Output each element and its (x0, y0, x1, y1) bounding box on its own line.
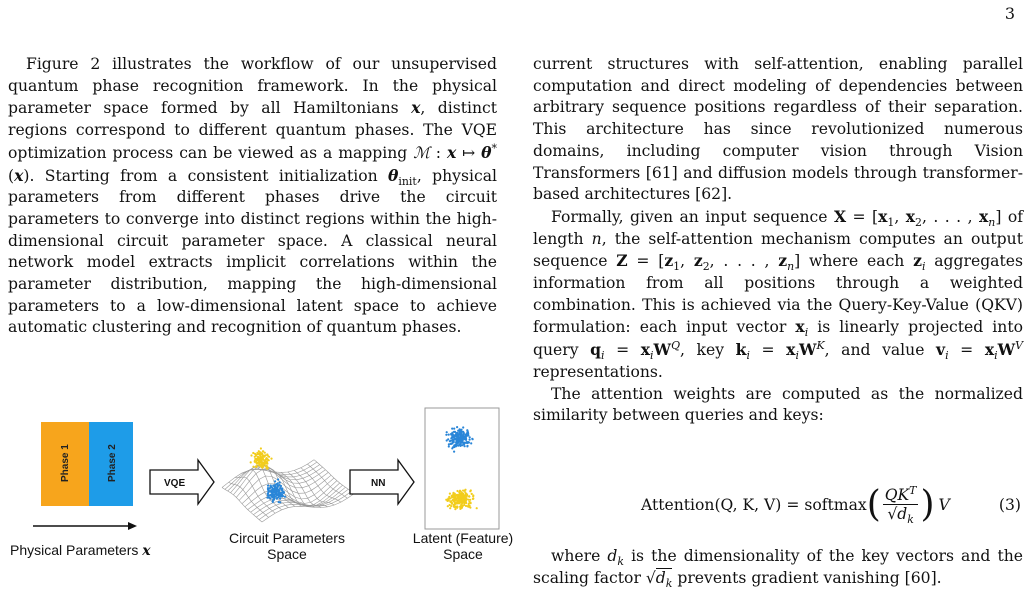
surface-yellow-point (250, 454, 252, 456)
latent-blue-point (446, 439, 448, 441)
right-paragraph-2: Formally, given an input sequence $X = [x_1$, $x_2$, . . . , $x_n$] of length n, the self-attention mechanism computes an output sequence $Z = [z_1$, $z_2$, . . . , $z_n$] where each $z_i$ aggregates information from all positions through a weighted combination. This is achieved via the Query-Key-Value (QKV) formulation: each input vector $x_i$ is linearly projected into query $q_i = x_iW^Q$, key $k_i = x_iW^K$, and value $v_i = x_iW^V$ representations. (533, 206, 1024, 381)
surface-blue-point (267, 487, 269, 489)
latent-yellow-point (468, 501, 470, 503)
latent-yellow-point (468, 496, 470, 498)
latent-yellow-point (451, 502, 453, 504)
latent-blue-point (453, 428, 455, 430)
surface-yellow-point (258, 450, 260, 452)
latent-yellow-point (455, 499, 457, 501)
latent-blue-point (461, 435, 463, 437)
latent-yellow-point (469, 499, 471, 501)
surface-yellow-point (266, 467, 268, 469)
latent-yellow-point (448, 499, 450, 501)
surface-blue-point (275, 483, 277, 485)
latent-blue-point (451, 443, 453, 445)
latent-blue-point (453, 451, 455, 453)
surface-blue-point (269, 497, 271, 499)
surface-yellow-point (262, 450, 264, 452)
latent-blue-point (453, 435, 455, 437)
latent-blue-point (461, 438, 463, 440)
nn-label: NN (371, 478, 386, 489)
latent-blue-point (450, 434, 452, 436)
surface-blue-point (274, 490, 276, 492)
latent-yellow-point (445, 499, 447, 501)
right-paragraph-3: The attention weights are computed as the normalized similarity between queries and keys: (533, 384, 1023, 425)
latent-yellow-point (458, 498, 460, 500)
physical-caption: Physical Parameters x (10, 542, 151, 559)
latent-caption-1: Latent (Feature) (412, 530, 514, 546)
surface-blue-point (267, 485, 269, 487)
surface-blue-point (270, 494, 272, 496)
phase1-label: Phase 1 (60, 444, 71, 482)
surface-blue-point (284, 496, 286, 498)
surface-yellow-point (270, 458, 272, 460)
surface-yellow-point (265, 462, 267, 464)
latent-box (425, 408, 499, 529)
latent-blue-point (446, 431, 448, 433)
latent-blue-point (449, 440, 451, 442)
latent-yellow-point (447, 505, 449, 507)
surface-blue-point (272, 485, 274, 487)
left-paren: ( (866, 483, 881, 525)
latent-yellow-point (456, 490, 458, 492)
latent-yellow-point (472, 498, 474, 500)
latent-blue-point (469, 439, 471, 441)
surface-yellow-point (254, 453, 256, 455)
surface-yellow-point (261, 462, 263, 464)
latent-blue-point (462, 426, 464, 428)
circuit-caption-2: Space (267, 546, 307, 562)
right-column (533, 54, 1023, 427)
latent-blue-point (467, 434, 469, 436)
latent-blue-point (472, 438, 474, 440)
latent-yellow-point (471, 493, 473, 495)
surface-blue-point (267, 492, 269, 494)
surface-yellow-point (256, 462, 258, 464)
equation-number: (3) (998, 496, 1021, 514)
latent-yellow-point (461, 503, 463, 505)
surface-blue-point (276, 491, 278, 493)
latent-blue-point (466, 445, 468, 447)
right-paren: ) (920, 483, 935, 525)
latent-blue-point (462, 442, 464, 444)
latent-blue-point (467, 430, 469, 432)
latent-yellow-point (472, 495, 474, 497)
latent-blue-point (453, 439, 455, 441)
surface-yellow-point (262, 465, 264, 467)
latent-blue-point (460, 429, 462, 431)
left-paragraph: Figure 2 illustrates the workflow of our unsupervised quantum phase recognition framework. In the physical parameter space formed by all Hamiltonians x, distinct regions correspond to different quantum phases. The VQE optimization process can be viewed as a mapping ℳ : x ↦ θ*(x). Starting from a consistent initialization $\theta_{init}$, physical parameters from different phases drive the circuit parameters to converge into distinct regions within the high-dimensional circuit parameter space. A classical neural network model extracts implicit correlations within the parameter distribution, mapping the high-dimensional parameters to a low-dimensional latent space to achieve automatic clustering and recognition of quantum phases. (8, 55, 497, 337)
surface-blue-point (272, 500, 274, 502)
surface-yellow-point (252, 466, 254, 468)
latent-blue-point (456, 441, 458, 443)
latent-blue-point (456, 437, 458, 439)
left-column (8, 54, 497, 339)
latent-yellow-point (463, 504, 465, 506)
latent-yellow-point (468, 506, 470, 508)
latent-blue-point (457, 435, 459, 437)
surface-yellow-point (264, 459, 266, 461)
latent-yellow-point (453, 504, 455, 506)
surface-yellow-point (260, 447, 262, 449)
latent-blue-point (452, 446, 454, 448)
latent-blue-point (451, 436, 453, 438)
latent-blue-point (448, 445, 450, 447)
surface-blue-point (272, 492, 274, 494)
latent-yellow-point (453, 493, 455, 495)
latent-yellow-point (469, 490, 471, 492)
surface-blue-point (268, 494, 270, 496)
right-footer: where $d_k$ is the dimensionality of the key vectors and the scaling factor $√d_k$ prevents gradient vanishing [60]. (533, 547, 1023, 590)
latent-blue-point (470, 442, 472, 444)
surface-yellow-point (267, 455, 269, 457)
attention-equation: Attention(Q, K, V) = softmax ( $\frac{QK^T}{√d_k}$ ) V (3) (641, 483, 1021, 527)
latent-yellow-point (457, 501, 459, 503)
latent-yellow-point (457, 496, 459, 498)
latent-blue-point (469, 436, 471, 438)
surface-blue-point (275, 496, 277, 498)
surface-blue-point (279, 481, 281, 483)
surface-yellow-point (254, 460, 256, 462)
circuit-surface (222, 460, 354, 522)
equation-fraction: $\frac{QK^T}{√d_k}$ (884, 483, 917, 527)
latent-blue-point (459, 428, 461, 430)
surface-blue-point (274, 480, 276, 482)
latent-yellow-point (462, 490, 464, 492)
phase2-label: Phase 2 (107, 444, 118, 482)
surface-yellow-point (255, 465, 257, 467)
latent-blue-point (459, 445, 461, 447)
surface-yellow-point (261, 458, 263, 460)
surface-yellow-point (263, 456, 265, 458)
latent-blue-point (466, 442, 468, 444)
workflow-figure (0, 400, 520, 595)
axis-arrowhead (128, 522, 137, 530)
latent-yellow-point (466, 494, 468, 496)
surface-yellow-point (258, 457, 260, 459)
surface-blue-point (269, 490, 271, 492)
surface-yellow-point (250, 461, 252, 463)
surface-blue-point (277, 478, 279, 480)
latent-yellow-point (462, 493, 464, 495)
latent-yellow-point (450, 500, 452, 502)
latent-yellow-point (459, 493, 461, 495)
surface-yellow-point (258, 452, 260, 454)
latent-yellow-point (453, 495, 455, 497)
latent-blue-point (455, 432, 457, 434)
surface-yellow-point (254, 456, 256, 458)
latent-blue-point (456, 426, 458, 428)
surface-blue-point (281, 488, 283, 490)
page-number: 3 (1004, 4, 1015, 23)
latent-blue-point (445, 434, 447, 436)
latent-yellow-point (454, 508, 456, 510)
surface-blue-point (279, 501, 281, 503)
surface-yellow-point (261, 456, 263, 458)
latent-yellow-point (449, 507, 451, 509)
surface-blue-point (270, 484, 272, 486)
latent-blue-point (465, 436, 467, 438)
surface-blue-point (282, 491, 284, 493)
surface-blue-point (277, 486, 279, 488)
latent-blue-point (460, 432, 462, 434)
latent-blue-point (451, 432, 453, 434)
latent-yellow-point (449, 504, 451, 506)
latent-yellow-point (476, 507, 478, 509)
latent-caption-2: Space (443, 546, 483, 562)
equation-lhs: Attention(Q, K, V) = softmax (641, 495, 867, 514)
latent-yellow-point (455, 502, 457, 504)
surface-blue-point (274, 486, 276, 488)
latent-yellow-point (468, 503, 470, 505)
latent-blue-point (456, 444, 458, 446)
surface-blue-point (276, 498, 278, 500)
latent-yellow-point (460, 506, 462, 508)
latent-yellow-point (463, 499, 465, 501)
right-paragraph-1: current structures with self-attention, enabling parallel computation and direct modeling of dependencies between arbitrary sequence positions regardless of their separation. This architecture has since revolutionized numerous domains, including computer vision through Vision Transformers [61] and diffusion models through transformer-based architectures [62]. (533, 55, 1023, 204)
surface-yellow-point (259, 460, 261, 462)
latent-blue-point (448, 434, 450, 436)
latent-yellow-point (448, 496, 450, 498)
workflow-diagram (0, 400, 520, 595)
latent-yellow-point (449, 493, 451, 495)
latent-blue-point (463, 432, 465, 434)
surface-blue-point (279, 498, 281, 500)
latent-yellow-point (466, 496, 468, 498)
surface-yellow-point (260, 464, 262, 466)
latent-yellow-point (461, 495, 463, 497)
surface-yellow-point (256, 458, 258, 460)
surface-blue-point (278, 493, 280, 495)
latent-yellow-point (465, 502, 467, 504)
latent-blue-point (459, 437, 461, 439)
circuit-caption-1: Circuit Parameters (229, 530, 345, 546)
surface-yellow-point (266, 458, 268, 460)
surface-blue-point (280, 495, 282, 497)
surface-blue-point (278, 489, 280, 491)
latent-blue-point (451, 428, 453, 430)
vqe-label: VQE (164, 478, 186, 489)
